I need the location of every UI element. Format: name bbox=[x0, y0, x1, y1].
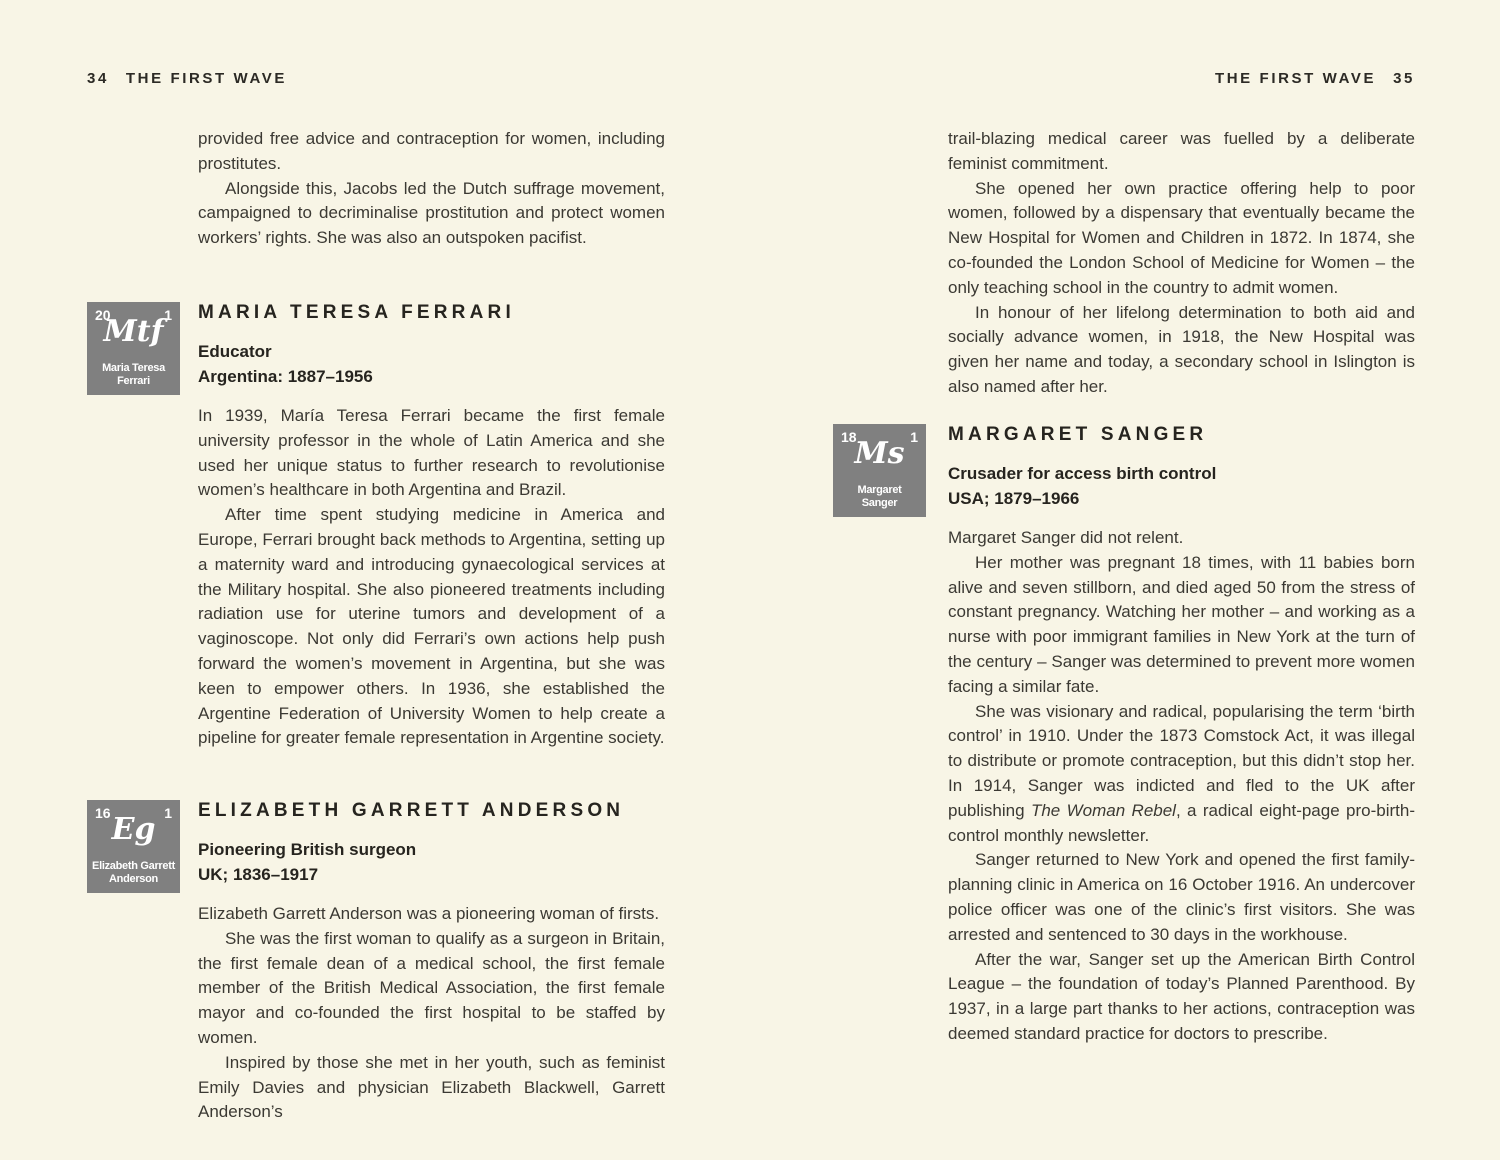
badge-name-line2: Sanger bbox=[861, 497, 898, 509]
right-running-head bbox=[833, 70, 1415, 87]
left-page-number: 34 bbox=[87, 70, 109, 87]
paragraph: In honour of her lifelong determination to both aid and socially advance women, in 1918, the New Hospital was given her name and today, a secondary school in Islington is also named after her. bbox=[948, 302, 1415, 396]
paragraph-segment: She was visionary and radical, popularising the term ‘birth control’ in 1910. Under the 1873 Comstock Act, it was illegal to distribute or promote contraception, but this didn’t stop her. In 1914, Sanger was indicted and fled to the UK after publishing bbox=[948, 701, 1415, 820]
left-running-title: THE FIRST WAVE bbox=[125, 70, 288, 87]
paragraph: She was the first woman to qualify as a surgeon in Britain, the first female dean of a medical school, the first female member of the British Medical Association, the first female mayor and co-founded the first hospital to be staffed by women. bbox=[198, 928, 665, 1047]
person-nationality-dates: Argentina: 1887–1956 bbox=[198, 367, 373, 386]
right-page-number: 35 bbox=[1393, 70, 1415, 87]
badge-number-left: 16 bbox=[95, 805, 111, 821]
paragraph: Margaret Sanger did not relent. bbox=[948, 528, 1184, 547]
section-elizabeth-garrett-anderson bbox=[87, 800, 665, 1125]
badge-name-line2: Anderson bbox=[109, 873, 158, 885]
badge-number-right: 1 bbox=[910, 429, 918, 445]
paragraph: Inspired by those she met in her youth, such as feminist Emily Davies and physician Elizabeth Blackwell, Garrett Anderson’s bbox=[198, 1052, 665, 1122]
person-biography bbox=[198, 902, 665, 1125]
paragraph: trail-blazing medical career was fuelled by a deliberate feminist commitment. bbox=[948, 129, 1415, 173]
paragraph: Alongside this, Jacobs led the Dutch suffrage movement, campaigned to decriminalise prostitution and protect women workers’ rights. She was also an outspoken pacifist. bbox=[198, 178, 665, 248]
badge-name-line2: Ferrari bbox=[117, 375, 150, 387]
person-role: Educator bbox=[198, 342, 272, 361]
element-badge-ega bbox=[87, 800, 180, 893]
element-badge-mtf bbox=[87, 302, 180, 395]
section-maria-teresa-ferrari bbox=[87, 302, 665, 751]
person-nationality-dates: USA; 1879–1966 bbox=[948, 489, 1080, 508]
element-symbol: Eg bbox=[111, 812, 156, 847]
person-biography bbox=[198, 404, 665, 751]
person-role-block bbox=[198, 837, 665, 887]
paragraph: Elizabeth Garrett Anderson was a pioneering woman of firsts. bbox=[198, 904, 660, 923]
paragraph: Sanger returned to New York and opened the first family-planning clinic in America on 16 October 1916. An undercover police officer was one of the clinic’s first visitors. She was arrested and sentenced to 30 days in the workhouse. bbox=[948, 850, 1415, 944]
paragraph: After the war, Sanger set up the American Birth Control League – the foundation of today’s Planned Parenthood. By 1937, in a large part thanks to her actions, contraception was deemed standard practice for doctors to prescribe. bbox=[948, 949, 1415, 1043]
left-running-head bbox=[87, 70, 287, 87]
paragraph: She opened her own practice offering help to poor women, followed by a dispensary that eventually became the New Hospital for Women and Children in 1872. In 1874, she co-founded the London School of Medicine for Women – the only teaching school in the country to admit women. bbox=[948, 178, 1415, 297]
person-biography bbox=[948, 526, 1415, 1047]
badge-number-right: 1 bbox=[164, 805, 172, 821]
badge-name-line1: Elizabeth Garrett bbox=[92, 860, 175, 872]
person-role: Crusader for access birth control bbox=[948, 464, 1217, 483]
person-role-block bbox=[198, 339, 665, 389]
italic-title: The Woman Rebel bbox=[1030, 800, 1176, 820]
person-heading: ELIZABETH GARRETT ANDERSON bbox=[198, 800, 625, 821]
element-symbol: Ms bbox=[854, 436, 905, 471]
person-role-block bbox=[948, 461, 1415, 511]
badge-number-left: 18 bbox=[841, 429, 857, 445]
paragraph bbox=[948, 700, 1415, 849]
person-heading: MARIA TERESA FERRARI bbox=[198, 302, 515, 323]
paragraph: Her mother was pregnant 18 times, with 11 babies born alive and seven stillborn, and died aged 50 from the stress of constant pregnancy. Watching her mother – and working as a nurse with poor immigrant families in New York at the turn of the century – Sanger was determined to prevent more women facing a similar fate. bbox=[948, 552, 1415, 696]
badge-name bbox=[87, 860, 180, 886]
badge-number-right: 1 bbox=[164, 307, 172, 323]
paragraph-segment: , a radical eight-page pro-birth-control monthly newsletter. bbox=[948, 800, 1416, 845]
element-symbol: Mtf bbox=[103, 314, 164, 349]
badge-name bbox=[833, 484, 926, 510]
paragraph: provided free advice and contraception for women, including prostitutes. bbox=[198, 129, 665, 173]
person-role: Pioneering British surgeon bbox=[198, 840, 417, 859]
section-margaret-sanger bbox=[833, 424, 1415, 1047]
person-nationality-dates: UK; 1836–1917 bbox=[198, 865, 319, 884]
element-badge-ms bbox=[833, 424, 926, 517]
badge-name bbox=[87, 362, 180, 388]
right-continuation-text bbox=[948, 127, 1415, 400]
right-running-title: THE FIRST WAVE bbox=[1214, 70, 1377, 87]
badge-name-line1: Maria Teresa bbox=[102, 362, 165, 374]
paragraph: After time spent studying medicine in America and Europe, Ferrari brought back methods to Argentina, setting up a maternity ward and introducing gynaecological services at the Military hospital. She also pioneered treatments including radiation use for uterine tumors and development of a vaginoscope. Not only did Ferrari’s own actions help push forward the women’s movement in Argentina, but she was keen to empower others. In 1936, she established the Argentine Federation of University Women to help create a pipeline for greater female representation in Argentine society. bbox=[198, 505, 665, 748]
left-continuation-text bbox=[198, 127, 665, 251]
person-heading: MARGARET SANGER bbox=[948, 424, 1208, 445]
paragraph: In 1939, María Teresa Ferrari became the first female university professor in the whole of Latin America and she used her unique status to further research to revolutionise women’s healthcare in both Argentina and Brazil. bbox=[198, 406, 665, 500]
badge-name-line1: Margaret bbox=[857, 484, 902, 496]
badge-number-left: 20 bbox=[95, 307, 111, 323]
